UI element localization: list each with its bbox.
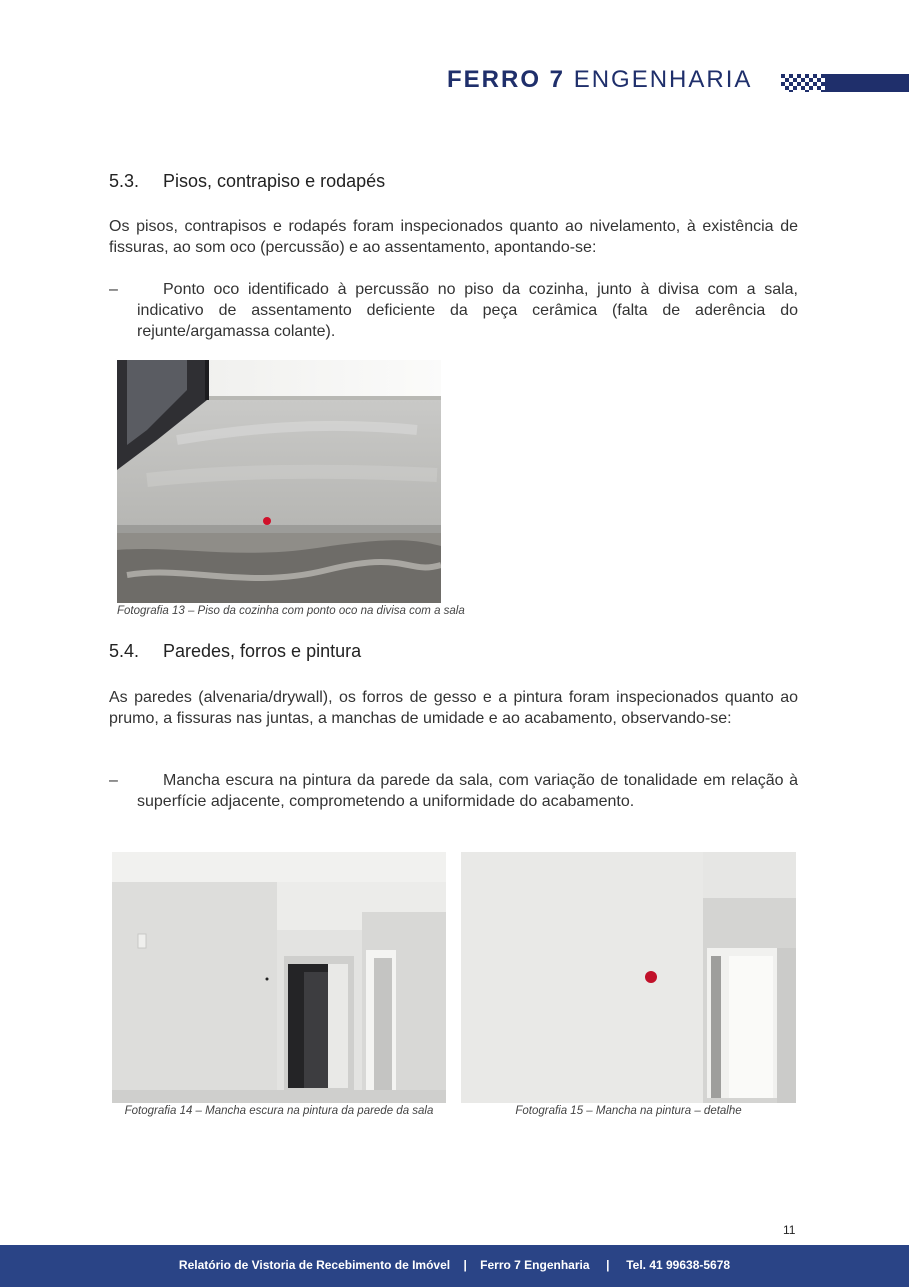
brand-light: ENGENHARIA <box>573 66 753 93</box>
section-5-4-intro: As paredes (alvenaria/drywall), os forros de gesso e a pintura foram inspecionados quanto ao prumo, a fissuras nas juntas, a manchas de umidade e ao acabamento, observando-se: <box>109 689 798 727</box>
photo-living-room-wall <box>112 852 446 1103</box>
page-number: 11 <box>783 1223 796 1237</box>
photo-kitchen-floor <box>117 360 441 603</box>
brand-bold: FERRO 7 <box>447 66 566 93</box>
section-5-4-bullet <box>109 770 798 812</box>
section-number: 5.3. <box>109 171 140 191</box>
bullet-dash: – <box>109 281 118 298</box>
bullet-dash: – <box>109 772 118 789</box>
section-title: Pisos, contrapiso e rodapés <box>163 171 386 191</box>
brand-mark-icon <box>781 70 909 94</box>
section-5-4-heading <box>109 641 361 662</box>
section-5-3-heading <box>109 171 385 192</box>
footer-text: Relatório de Vistoria de Recebimento de Imóvel | Ferro 7 Engenharia | Tel. 41 99638-5678 <box>178 1258 731 1272</box>
photo-wall-detail <box>461 852 796 1103</box>
section-5-3-bullet <box>109 279 798 342</box>
page-footer <box>0 1245 909 1287</box>
photo-14-caption: Fotografia 14 – Mancha escura na pintura da parede da sala <box>124 1105 434 1117</box>
brand-logo <box>447 66 752 94</box>
photo-13-caption: Fotografia 13 – Piso da cozinha com ponto oco na divisa com a sala <box>117 605 465 617</box>
photo-15-caption: Fotografia 15 – Mancha na pintura – detalhe <box>515 1105 742 1117</box>
page-header <box>0 66 909 100</box>
section-title: Paredes, forros e pintura <box>163 641 362 661</box>
section-number: 5.4. <box>109 641 140 661</box>
bullet-text: Ponto oco identificado à percussão no piso da cozinha, junto à divisa com a sala, indicativo de assentamento deficiente da peça cerâmica (falta de aderência do rejunte/argamassa colante). <box>137 281 798 340</box>
bullet-text: Mancha escura na pintura da parede da sala, com variação de tonalidade em relação à superfície adjacente, comprometendo a uniformidade do acabamento. <box>137 772 798 810</box>
section-5-3-intro: Os pisos, contrapisos e rodapés foram inspecionados quanto ao nivelamento, à existência de fissuras, ao som oco (percussão) e ao assentamento, apontando-se: <box>109 218 798 256</box>
